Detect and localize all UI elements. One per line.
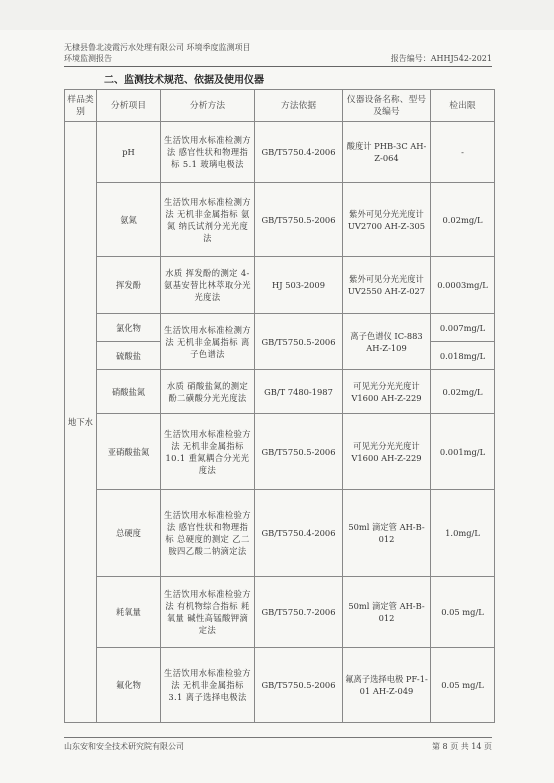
basis-cell: GB/T5750.5-2006 [255,183,343,257]
item-cell: 亚硝酸盐氮 [97,414,161,490]
item-cell: 氟化物 [97,648,161,723]
limit-cell: 0.02mg/L [431,183,495,257]
col-header-method: 分析方法 [161,90,255,122]
col-header-basis: 方法依据 [255,90,343,122]
instrument-cell: 酸度计 PHB-3C AH-Z-064 [343,122,431,183]
item-cell: 硝酸盐氮 [97,370,161,414]
basis-cell: GB/T5750.7-2006 [255,577,343,648]
report-number: 报告编号：AHHJ542-2021 [390,54,492,63]
spec-table [64,89,495,723]
instrument-cell: 可见光分光光度计 V1600 AH-Z-229 [343,414,431,490]
instrument-cell: 可见光分光光度计 V1600 AH-Z-229 [343,370,431,414]
table-header-row [65,90,495,122]
table-row [65,122,495,183]
limit-cell: - [431,122,495,183]
instrument-cell: 离子色谱仪 IC-883 AH-Z-109 [343,314,431,370]
header-line1: 无棣县鲁北凌霞污水处理有限公司 环境季度监测项目 [64,43,251,52]
instrument-cell: 氟离子选择电极 PF-1-01 AH-Z-049 [343,648,431,723]
col-header-instrument: 仪器设备名称、型号及编号 [343,90,431,122]
table-row [65,257,495,314]
item-cell: 总硬度 [97,490,161,577]
item-cell: pH [97,122,161,183]
basis-cell: GB/T5750.5-2006 [255,314,343,370]
table-row [65,314,495,342]
table-row [65,648,495,723]
item-cell: 氨氮 [97,183,161,257]
top-margin [0,0,554,30]
basis-cell: GB/T5750.5-2006 [255,648,343,723]
basis-cell: GB/T 7480-1987 [255,370,343,414]
header-rule [64,66,492,67]
method-cell: 生活饮用水标准检验方法 感官性状和物理指标 总硬度的测定 乙二胺四乙酸二钠滴定法 [161,490,255,577]
instrument-cell: 50ml 滴定管 AH-B-012 [343,577,431,648]
item-cell: 耗氧量 [97,577,161,648]
table-row [65,370,495,414]
method-cell: 生活饮用水标准检测方法 无机非金属指标 离子色谱法 [161,314,255,370]
item-cell: 硫酸盐 [97,342,161,370]
limit-cell: 0.018mg/L [431,342,495,370]
limit-cell: 0.02mg/L [431,370,495,414]
method-cell: 生活饮用水标准检测方法 无机非金属指标 氨氮 纳氏试剂分光光度法 [161,183,255,257]
item-cell: 挥发酚 [97,257,161,314]
basis-cell: GB/T5750.4-2006 [255,122,343,183]
limit-cell: 0.05 mg/L [431,648,495,723]
method-cell: 水质 硝酸盐氮的测定 酚二磺酸分光光度法 [161,370,255,414]
footer-page-number: 第 8 页 共 14 页 [432,742,492,751]
section-title: 二、监测技术规范、依据及使用仪器 [104,75,264,86]
sample-category-cell: 地下水 [65,122,97,723]
instrument-cell: 紫外可见分光光度计 UV2550 AH-Z-027 [343,257,431,314]
limit-cell: 0.0003mg/L [431,257,495,314]
limit-cell: 1.0mg/L [431,490,495,577]
method-cell: 生活饮用水标准检测方法 感官性状和物理指标 5.1 玻璃电极法 [161,122,255,183]
basis-cell: GB/T5750.4-2006 [255,490,343,577]
table-row [65,183,495,257]
col-header-item: 分析项目 [97,90,161,122]
method-cell: 生活饮用水标准检验方法 无机非金属指标 10.1 重氮耦合分光光度法 [161,414,255,490]
instrument-cell: 紫外可见分光光度计 UV2700 AH-Z-305 [343,183,431,257]
basis-cell: HJ 503-2009 [255,257,343,314]
header-line2: 环境监测报告 [64,54,112,63]
limit-cell: 0.001mg/L [431,414,495,490]
instrument-cell: 50ml 滴定管 AH-B-012 [343,490,431,577]
basis-cell: GB/T5750.5-2006 [255,414,343,490]
method-cell: 水质 挥发酚的测定 4-氨基安替比林萃取分光光度法 [161,257,255,314]
footer-rule [64,737,492,738]
limit-cell: 0.007mg/L [431,314,495,342]
item-cell: 氯化物 [97,314,161,342]
footer-organization: 山东安和安全技术研究院有限公司 [64,742,184,751]
method-cell: 生活饮用水标准检验方法 无机非金属指标 3.1 离子选择电极法 [161,648,255,723]
limit-cell: 0.05 mg/L [431,577,495,648]
table-row [65,490,495,577]
col-header-category: 样品类别 [65,90,97,122]
table-row [65,414,495,490]
method-cell: 生活饮用水标准检验方法 有机物综合指标 耗氧量 碱性高锰酸钾滴定法 [161,577,255,648]
table-row [65,577,495,648]
col-header-limit: 检出限 [431,90,495,122]
